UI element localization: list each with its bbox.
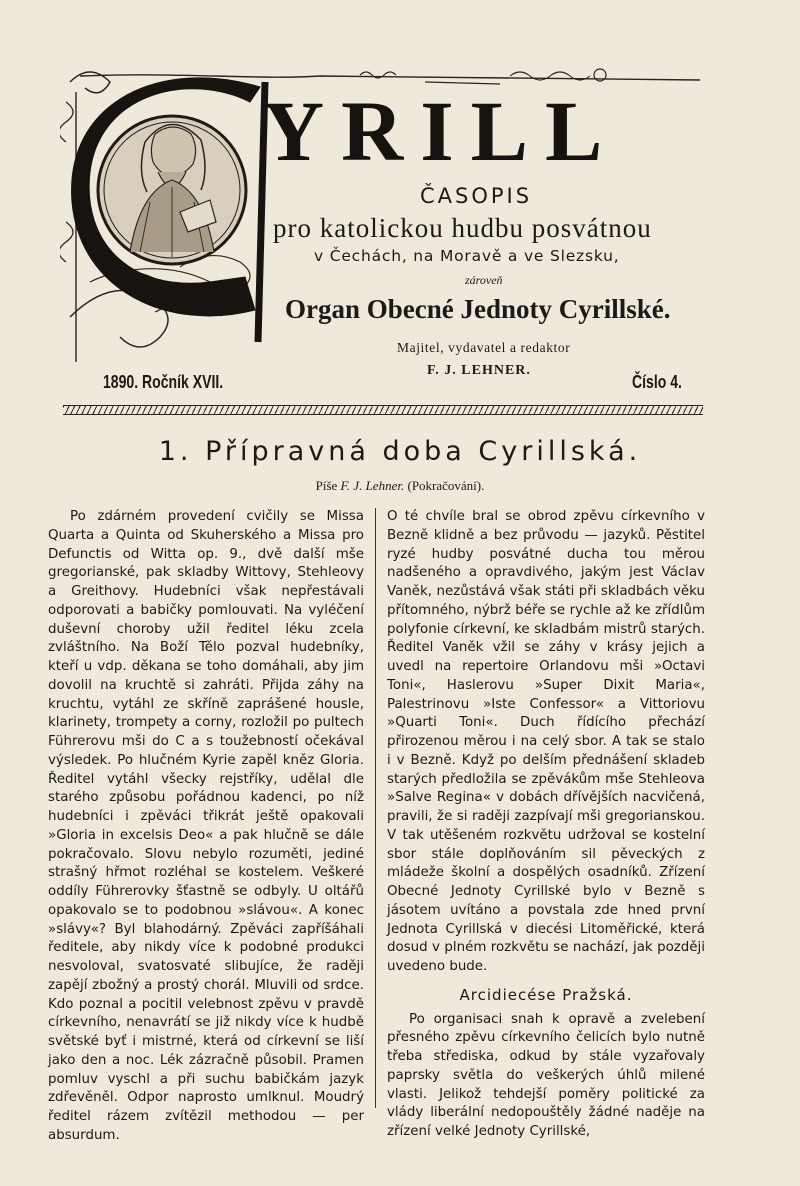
publisher-label: Majitel, vydavatel a redaktor <box>397 340 571 355</box>
masthead-also: zároveň <box>465 273 503 287</box>
masthead-region: v Čechách, na Moravě a ve Slezsku, <box>314 247 620 265</box>
byline-suffix: (Pokračování). <box>407 478 485 493</box>
left-column <box>48 508 364 1146</box>
year-volume: 1890. Ročník XVII. <box>103 372 224 392</box>
masthead-organ: Organ Obecné Jednoty Cyrillské. <box>285 294 671 324</box>
right-column-text-2: Po organisaci snah k opravě a zvelebení přesného zpěvu církevního čelicích bylo nutně třeba střediska, odkud by stále vyzařovaly paprsky světla do veškerých úhlů milené vlasti. Jelikož tehdejší poměry politické za vlády liberální nedopouštěly žádné naděje na zřízení velké Jednoty Cyrillské, <box>387 1011 705 1139</box>
header-rule <box>63 405 703 415</box>
article-byline <box>0 478 800 494</box>
byline-prefix: Píše <box>315 478 338 493</box>
right-column-text-1: O té chvíle bral se obrod zpěvu církevního v Bezně klidně a bez průvodu — jazyků. Pěstitel ryzé hudby posvátné ducha tou měrou nadšeného a opravdivého, jakým jest Václav Vaněk, nezůstává však státi při skladbách věku přítomného, nýbrž béře se rychle až ke zřídlům polyfonie církevní, ke skladbám mistrů starých. Ředitel Vaněk vžil se záhy v krásy jejich a uvedl na repertoire Orlandovu mši »Octavi Toni«, Haslerovu »Super Dixit Maria«, Palestrinovu »Iste Confessor« a Vittoriovu »Quarti Toni«. Duch řídícího přechází přirozenou měrou i na celý sbor. A tak se stalo i v Bezně. Když po delším přednášení skladeb starých předložila se zpěvákům mše Stehleova »Salve Regina« v dobách dřívějších nacvičená, pravili, že si raději zazpívají mši gregorianskou. V tak utěšeném rozkvětu udržoval se kostelní sbor stále doplňováním sil pěveckých z mládeže školní a dospělých osadníků. Zřízení Obecné Jednoty Cyrillské bylo v Bezně s jásotem uvítáno a povstala zde hned první Jednota Cyrillská v diecési Litoměřické, která dosud v plném rozkvětu se nachází, jak později uvedeno bude. <box>387 509 705 974</box>
section-heading: Arcidiecése Pražská. <box>459 985 633 1004</box>
column-divider <box>375 508 376 1108</box>
editor-name: F. J. LEHNER. <box>427 363 531 378</box>
masthead-title: YRILL <box>262 83 620 179</box>
left-column-text: Po zdárném provedení cvičily se Missa Quarta a Quinta od Skuherského a Missa pro Defunctis od Witta op. 9., dvě další mše gregorianské, pak skladby Wittovy, Stehleovy a Greithovy. Hudebníci však nepřestávali odporovati a babičky pomlouvati. Na vyléčení duševní choroby užil ředitel léku zcela zvláštního. Na Boží Tělo pozval hudebníky, kteří u vdp. děkana se toho domáhali, aby jim dovolil na kruchtě si zahráti. Přijda záhy na kruchtu, vytáhl ze skříně zaprášené housle, klarinety, trompety a corny, rozložil po pultech Führerovu mši do C a s toužebností očekával výsledek. Po hlučném Kyrie zapěl kněz Gloria. Ředitel vytáhl všecky rejstříky, udělal dle starého způsobu pořádnou kadenci, po níž hudebníci i zpěváci třikrát ještě opakovali »Gloria in excelsis Deo« a pak hlučně se dále pokračovalo. Slovu nebylo rozuměti, jediné strašný hřmot rozléhal se kostelem. Veškeré oddíly Führerovky šťastně se odbyly. U oltářů opakovalo se to podobnou »slávou«. A konec »slávy«? Byl blahodárný. Zpěváci zapříšáhali ředitele, aby nikdy více k podobné produkci nesvoloval, svatosvaté slibujíce, že raději zapějí zbožný a prostý chorál. Mluvili od srdce. Kdo poznal a pocitil velebnost zpěvu v pravdě církevního, nenavrátí se již nikdy více k hudbě světské byť i mistrné, která od církevní se liší jako den a noc. Lék zázračně působil. Pramen pomluv vyschl a při suchu babičkám jazyk zdřevěněl. Odpor naprosto umlknul. Moudrý ředitel rázem zvítězil methodou — per absurdum. <box>48 509 364 1143</box>
byline-author: F. J. Lehner. <box>340 478 405 493</box>
issue-number: Číslo 4. <box>632 372 682 392</box>
right-column <box>387 508 705 1142</box>
article-title: 1. Přípravná doba Cyrillská. <box>158 436 642 467</box>
masthead-subtitle: ČASOPIS <box>420 184 533 208</box>
masthead-subtitle-2: pro katolickou hudbu posvátnou <box>273 213 652 243</box>
